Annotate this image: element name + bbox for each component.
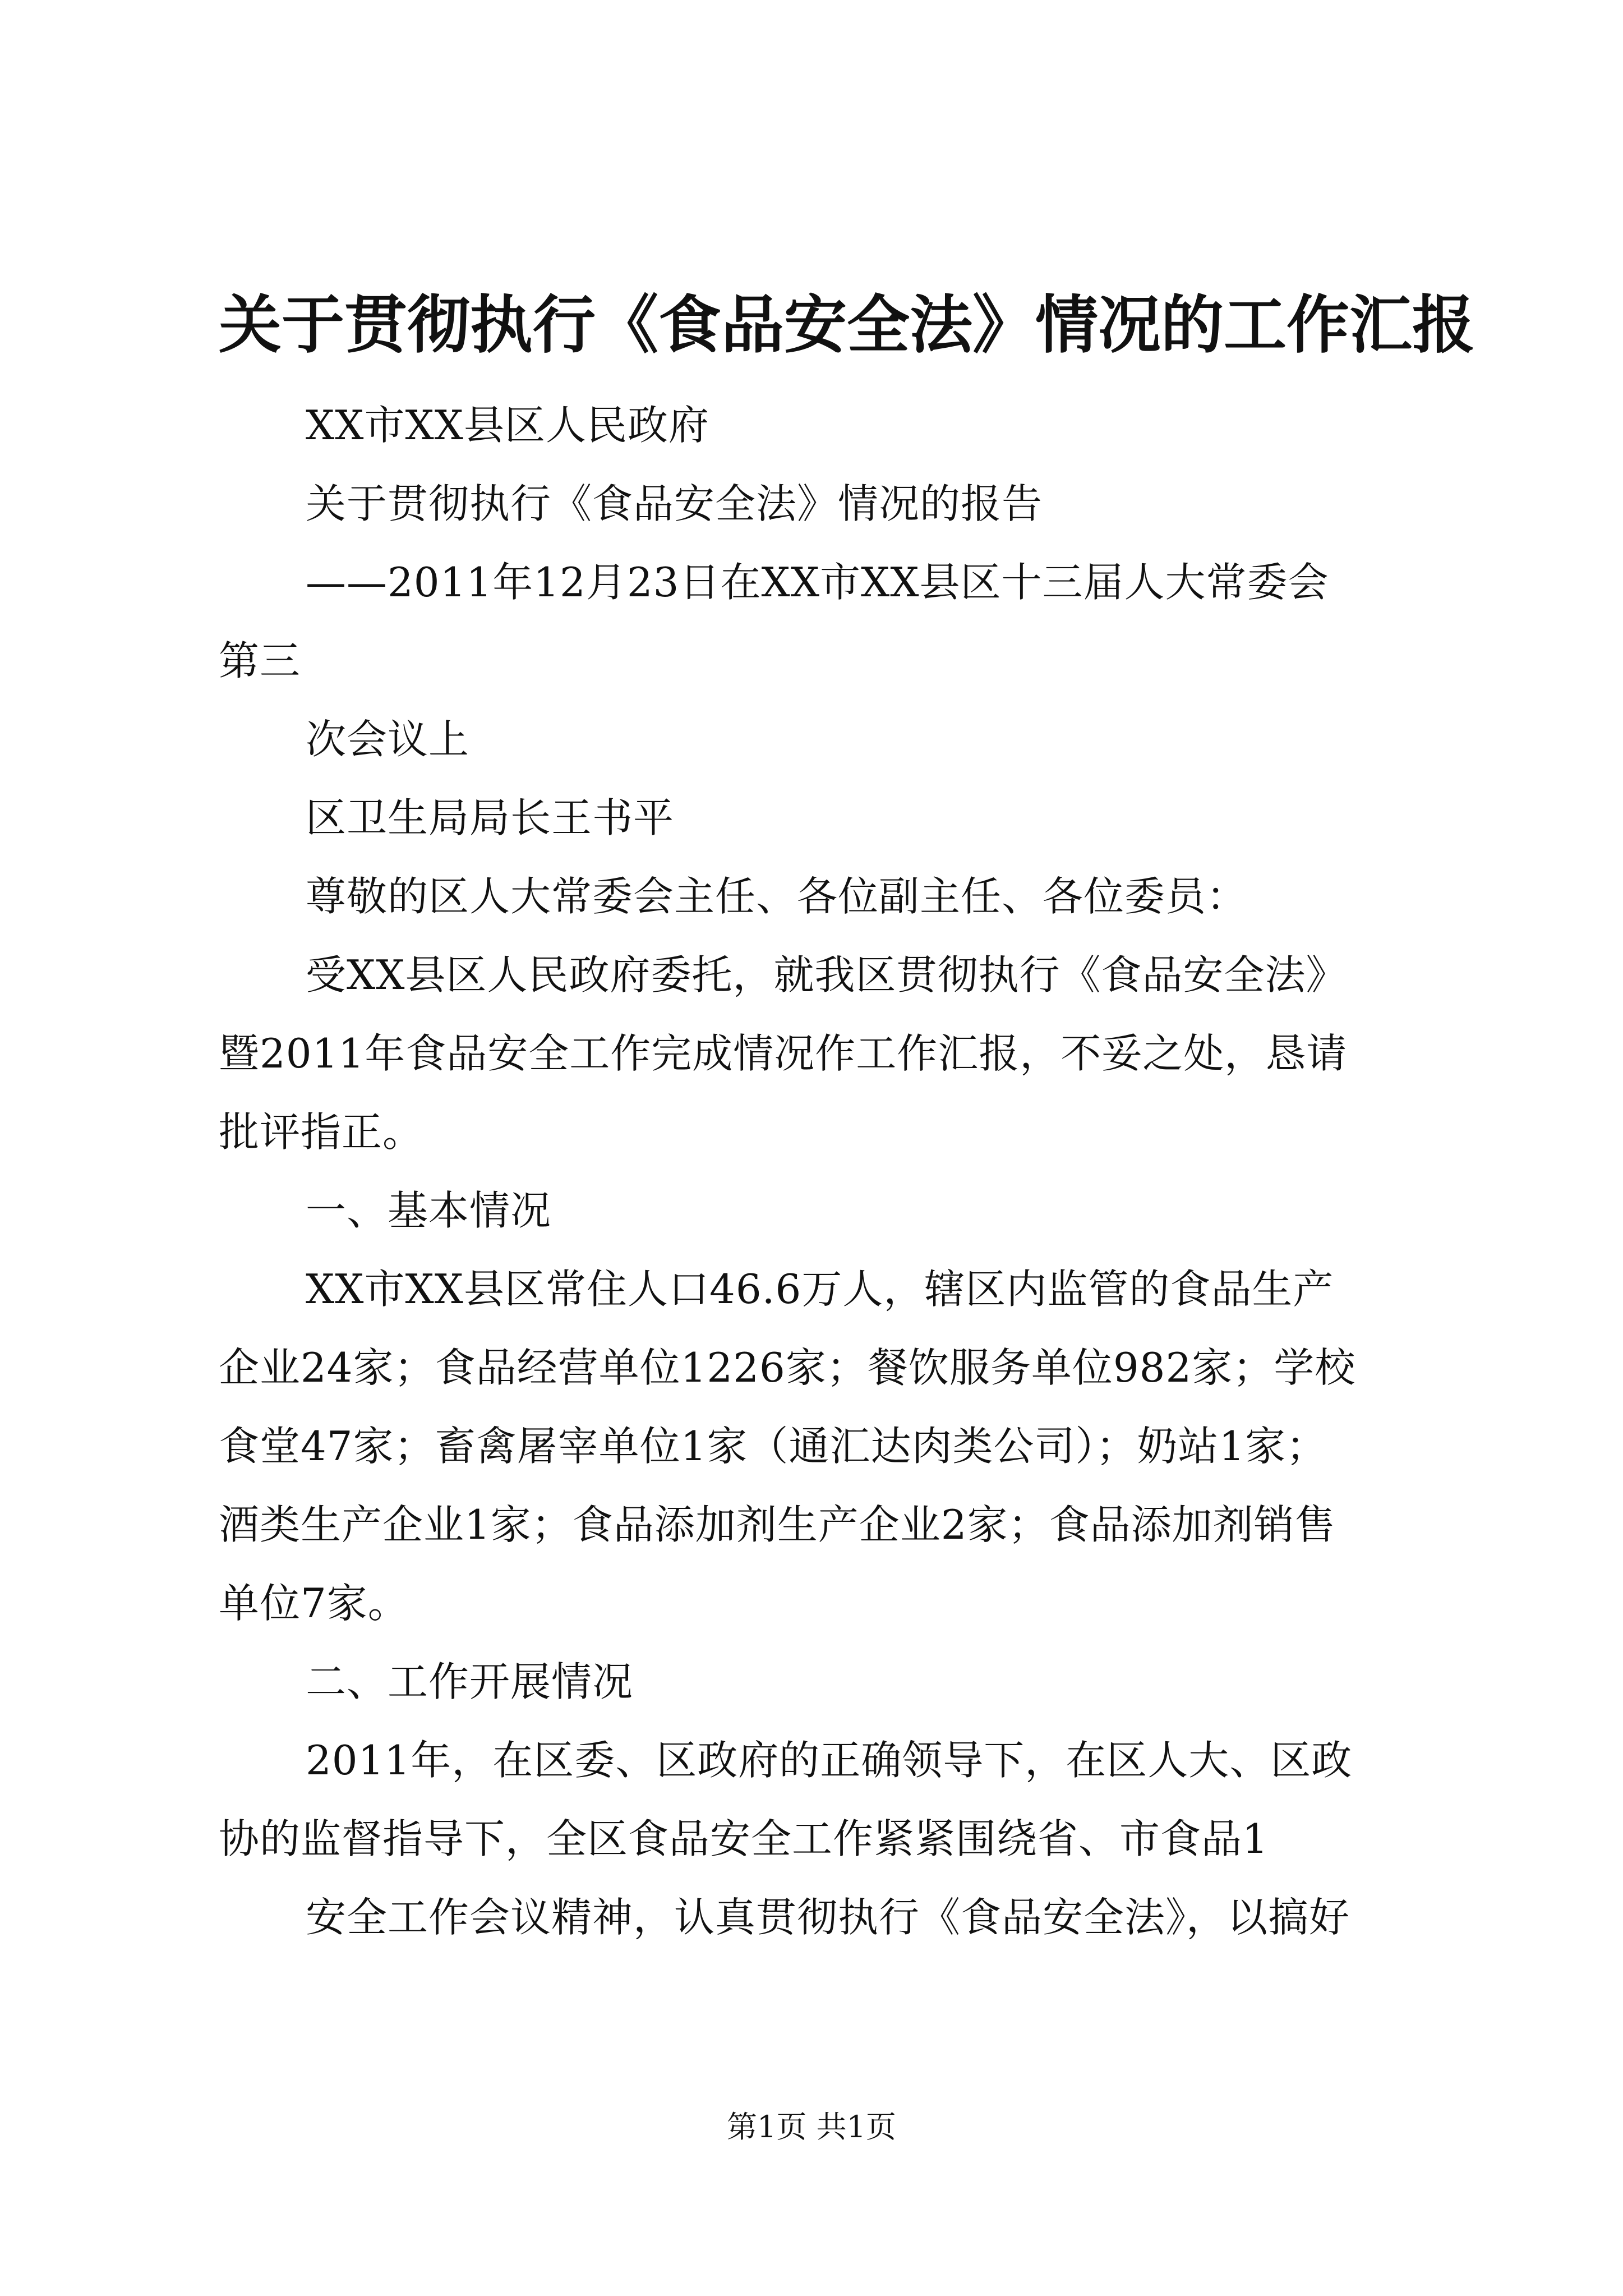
- body-line: 食堂47家；畜禽屠宰单位1家（通汇达肉类公司）；奶站1家；: [219, 1423, 1327, 1470]
- body-line: 安全工作会议精神，认真贯彻执行《食品安全法》，以搞好: [306, 1894, 1350, 1941]
- section-heading-work: 二、工作开展情况: [306, 1658, 634, 1705]
- body-line: 暨2011年食品安全工作完成情况作工作汇报，不妥之处，恳请: [219, 1030, 1348, 1077]
- meeting-session-line: 次会议上: [306, 716, 470, 763]
- body-line: XX市XX县区常住人口46.6万人，辖区内监管的食品生产: [306, 1266, 1334, 1313]
- body-line: 2011年，在区委、区政府的正确领导下，在区人大、区政: [306, 1737, 1353, 1784]
- body-line: 单位7家。: [219, 1580, 409, 1627]
- meeting-line: ——2011年12月23日在XX市XX县区十三届人大常委会: [306, 559, 1329, 606]
- issuer-line: XX市XX县区人民政府: [306, 402, 710, 449]
- document-title: 关于贯彻执行《食品安全法》情况的工作汇报: [219, 288, 1475, 362]
- body-line: 企业24家；食品经营单位1226家；餐饮服务单位982家；学校: [219, 1344, 1356, 1391]
- salutation-line: 尊敬的区人大常委会主任、各位副主任、各位委员：: [306, 873, 1248, 920]
- body-line: 协的监督指导下，全区食品安全工作紧紧围绕省、市食品1: [219, 1815, 1269, 1862]
- body-line: 酒类生产企业1家；食品添加剂生产企业2家；食品添加剂销售: [219, 1501, 1336, 1548]
- speaker-line: 区卫生局局长王书平: [306, 794, 675, 841]
- body-line: 批评指正。: [219, 1108, 424, 1156]
- section-heading-basic: 一、基本情况: [306, 1187, 552, 1234]
- report-title-line: 关于贯彻执行《食品安全法》情况的报告: [306, 480, 1043, 527]
- meeting-line-continued: 第三: [219, 637, 301, 684]
- body-line: 受XX县区人民政府委托，就我区贯彻执行《食品安全法》: [306, 951, 1347, 999]
- page-number: 第1页 共1页: [727, 2109, 896, 2145]
